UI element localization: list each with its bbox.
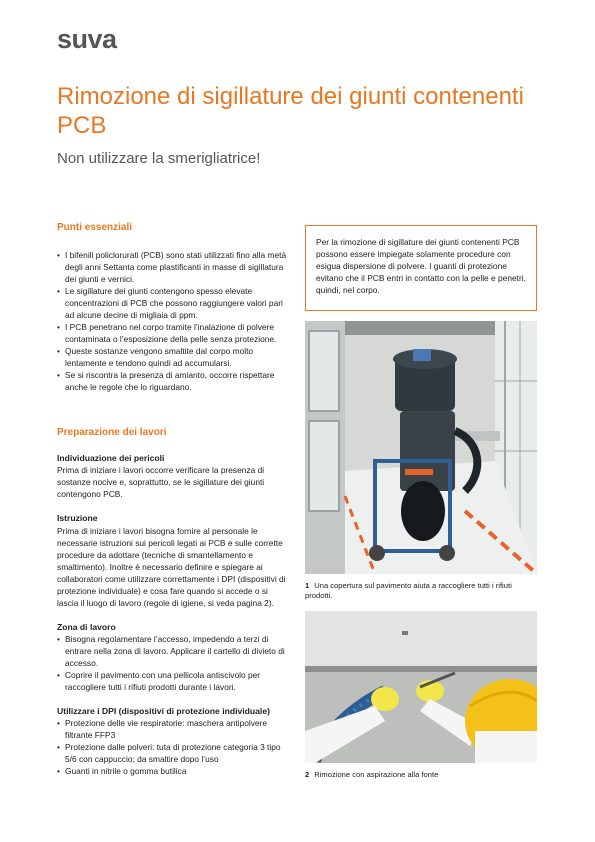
preparation-section	[57, 427, 289, 777]
ppe-list	[57, 717, 289, 777]
figure-2-number: 2	[305, 770, 310, 779]
removal-photo-illustration	[305, 611, 537, 763]
list-item: • I PCB penetrano nel corpo tramite l’inalazione di polvere contaminata o l’esposizione della pelle senza protezione.	[57, 321, 289, 345]
list-item: • Le sigillature dei giunti contengono spesso elevate concentrazioni di PCB che possono raggiungere valori pari ad alcune decine di migliaia di ppm.	[57, 285, 289, 321]
page-title: Rimozione di sigillature dei giunti contenenti PCB	[57, 83, 524, 139]
list-item: • Protezione dalle polveri: tuta di protezione categoria 3 tipo 5/6 con cappuccio; da smaltire dopo l’uso	[57, 741, 289, 765]
essentials-heading: Punti essenziali	[57, 222, 133, 233]
list-item: • Se si riscontra la presenza di amianto, occorre rispettare anche le regole che lo riguardano.	[57, 369, 289, 393]
figure-1-caption-text: Una copertura sul pavimento aiuta a raccogliere tutti i rifiuti prodotti.	[305, 581, 512, 600]
preparation-heading: Preparazione dei lavori	[57, 427, 167, 438]
instruction-text: Prima di iniziare i lavori bisogna fornire al personale le necessarie istruzioni sui pericoli legati ai PCB e sulle corrette procedure da adottare (tecniche di smantellamento e smaltimento). Inoltre è necessario definire e spiegare ai collaboratori come utilizzare correttamente i DPI (dispositivi di protezione individuale) e cosa fare quando si accede o si lascia il luogo di lavoro (regole di igiene, si veda pagina 2).	[57, 525, 286, 608]
instruction-title: Istruzione	[57, 513, 98, 524]
hazards-title: Individuazione dei pericoli	[57, 453, 165, 464]
vacuum-photo-illustration	[305, 321, 537, 574]
zone-title: Zona di lavoro	[57, 621, 116, 632]
callout-box	[305, 225, 537, 311]
essentials-section	[57, 222, 289, 393]
figure-2-caption-text: Rimozione con aspirazione alla fonte	[314, 770, 439, 779]
page-subtitle: Non utilizzare la smerigliatrice!	[57, 150, 261, 167]
zone-list	[57, 633, 289, 693]
list-item: • Protezione delle vie respiratorie: maschera antipolvere filtrante FFP3	[57, 717, 289, 741]
figure-1-caption	[305, 581, 537, 601]
essentials-list	[57, 249, 289, 393]
photo-vacuum-floor-cover	[305, 321, 537, 574]
figure-2-caption	[305, 770, 537, 780]
list-item: • I bifenili policlorurati (PCB) sono stati utilizzati fino alla metà degli anni Settanta come plastificanti in masse di sigillatura dei giunti e vernici.	[57, 249, 289, 285]
list-item: • Coprire il pavimento con una pellicola antiscivolo per raccogliere tutti i rifiuti prodotti durante i lavori.	[57, 669, 289, 693]
hazards-text: Prima di iniziare i lavori occorre verificare la presenza di sostanze nocive e, soprattutto, se le sigillature dei giunti contengono PCB.	[57, 465, 265, 500]
suva-logo: suva	[57, 24, 117, 54]
list-item: • Guanti in nitrile o gomma butilica	[57, 765, 289, 777]
list-item: • Queste sostanze vengono smaltite dal corpo molto lentamente e tendono quindi ad accumularsi.	[57, 345, 289, 369]
list-item: • Bisogna regolamentare l’accesso, impedendo a terzi di entrare nella zona di lavoro. Applicare il cartello di divieto di accesso.	[57, 633, 289, 669]
figure-1-number: 1	[305, 581, 310, 590]
ppe-title: Utilizzare i DPI (dispositivi di protezione individuale)	[57, 705, 270, 716]
photo-removal-extraction	[305, 611, 537, 763]
callout-text: Per la rimozione di sigillature dei giunti contenenti PCB possono essere impiegate solamente procedure con esigua dispersione di polvere. I guanti di protezione evitano che il PCB entri in contatto con la pelle e penetri, quindi, nel corpo.	[316, 237, 526, 295]
